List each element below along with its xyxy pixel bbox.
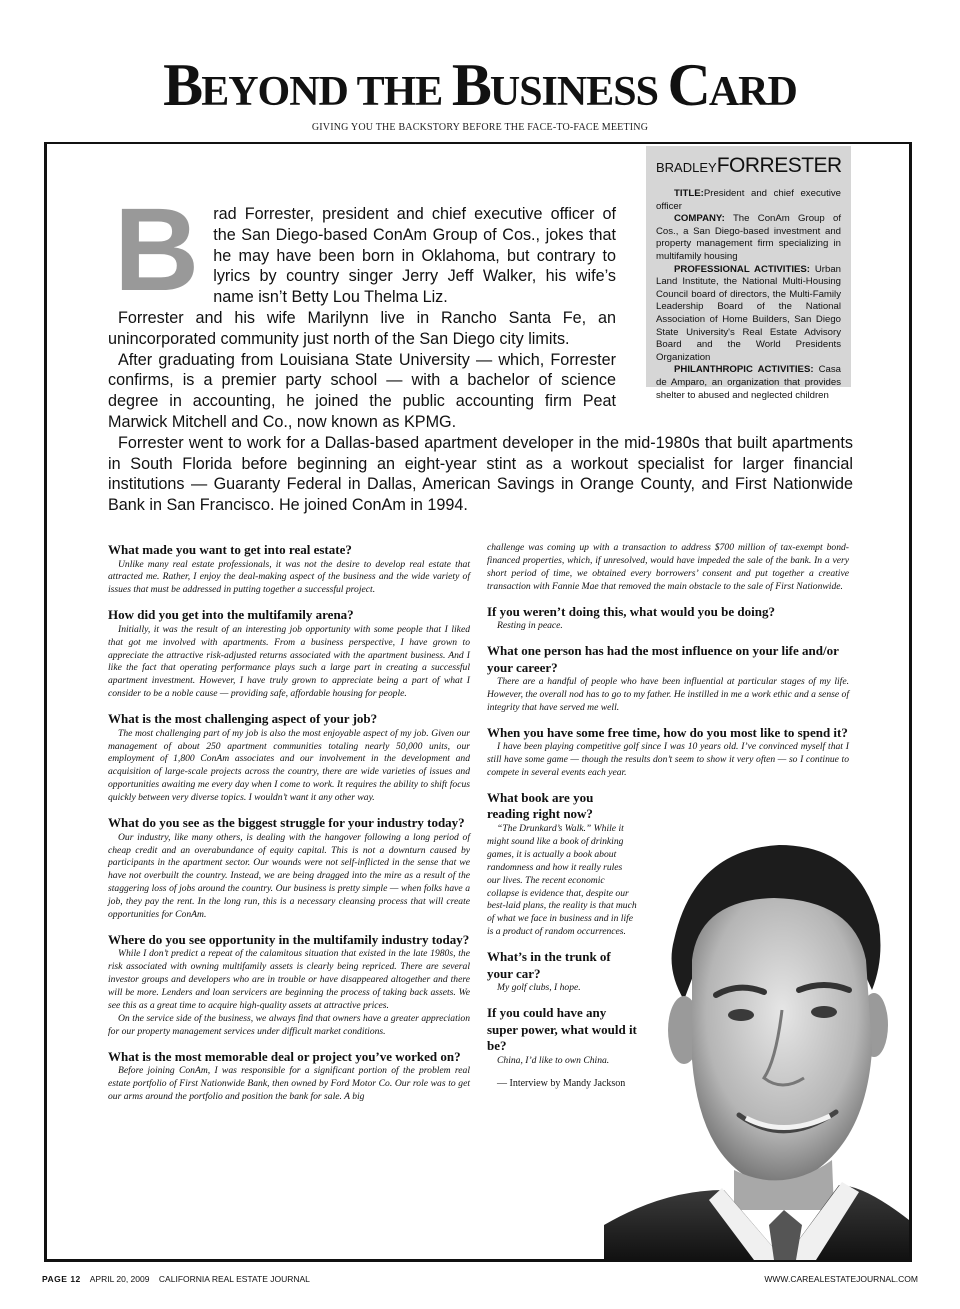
answer: There are a handful of people who have been influential at particular stages of my life. However, the overall nod has to go to my father. He instilled in me a work ethic and a sense of integrity that have served me well. xyxy=(487,676,849,713)
masthead-letter: B xyxy=(451,52,490,118)
intro-paragraph-2: Forrester and his wife Marilynn live in Rancho Santa Fe, an unincorporated community just north of the San Diego city limits. xyxy=(108,308,616,348)
answer: Before joining ConAm, I was responsible for a significant portion of the problem real estate portfolio of First Nationwide Bank, then owned by Ford Motor Co. Our role was to get our arms around the portfolio and position the bank for sale. A big xyxy=(108,1065,470,1103)
question: What do you see as the biggest struggle for your industry today? xyxy=(108,815,465,831)
masthead-word: USINESS xyxy=(489,69,668,115)
profile-first-name: BRADLEY xyxy=(656,160,717,175)
question: Where do you see opportunity in the multifamily industry today? xyxy=(108,931,470,947)
issue-date: APRIL 20, 2009 xyxy=(89,1274,150,1284)
portrait-photo xyxy=(604,830,909,1260)
profile-professional-value: Urban Land Institute, the National Multi-Housing Council board of directors, the Multi-Family Leadership Board of the National Association of Home Builders, San Diego State University's Real Estate Advisory Board and the World Presidents Organization xyxy=(656,263,842,363)
profile-last-name: FORRESTER xyxy=(716,154,842,177)
answer: “The Drunkard’s Walk.” While it might sound like a book of drinking games, it is actually a book about randomness and how it really rules our lives. The recent economic collapse is evidence that, despite our best-laid plans, the reality is that much of what we face in business and in life is a product of random occurrences. xyxy=(487,822,637,938)
intro-paragraph-4: Forrester went to work for a Dallas-based apartment developer in the mid-1980s that built apartments in South Florida before beginning an eight-year stint as a workout specialist for larger financial institutions — Guaranty Federal in Dallas, American Savings in Orange County, and First Nationwide Bank in San Francisco. He joined ConAm in 1994. xyxy=(108,433,853,515)
intro-paragraph-3: After graduating from Louisiana State University — which, Forrester confirms, is a premier party school — with a bachelor of science degree in accounting, he joined the public accounting firm Peat Marwick Mitchell and Co., now known as KPMG. xyxy=(108,350,616,431)
answer: The most challenging part of my job is also the most enjoyable aspect of my job. Given our management of about 250 apartment communities totaling nearly 50,000 units, our employment of 1,800 ConAm associates and our involvement in the development and acquisition of large-scale projects across the country, there are wide varieties of issues and opportunities awaiting me every day when I come to work. It requires the ability to shift focus quickly between very diverse topics. I wouldn’t want it any other way. xyxy=(108,727,470,804)
page-footer xyxy=(42,1274,918,1284)
masthead-word: ARD xyxy=(708,69,797,115)
masthead-letter: B xyxy=(163,52,202,118)
question: What’s in the trunk of your car? xyxy=(487,949,611,981)
question: What is the most memorable deal or project you’ve worked on? xyxy=(108,1048,461,1064)
question: What made you want to get into real estate? xyxy=(108,542,352,557)
intro-paragraph-1: rad Forrester, president and chief executive officer of the San Diego-based ConAm Group of Cos., jokes that he may have been born in Oklahoma, but contrary to lyrics by country singer Jerry Jeff Walker, his wife’s name isn’t Betty Lou Thelma Liz. xyxy=(213,205,616,307)
profile-company-value: The ConAm Group of Cos., a San Diego-based investment and property management firm specializing in multifamily housing xyxy=(656,213,841,262)
question: When you have some free time, how do you most like to spend it? xyxy=(487,724,848,740)
answer: Our industry, like many others, is dealing with the hangover following a long period of cheap credit and an overabundance of equity capital. This is not a downturn caused by participants in the apartment sector. Our wounds were not self-inflicted in the sense that we have not overbuilt the country. Instead, we are being dragged into the mire as a result of the staggering loss of jobs around the country. Our business is pretty simple — when folks have a job, they pay the rent. In the long run, this is a necessary cleansing process that will create opportunities for ConAm. xyxy=(108,831,470,921)
question: If you could have any super power, what would it be? xyxy=(487,1005,637,1054)
publication-url: WWW.CAREALESTATEJOURNAL.COM xyxy=(764,1274,918,1284)
answer: Unlike many real estate professionals, it was not the desire to develop real estate that attracted me. Rather, I enjoy the deal-making aspect of the business and the wide variety of issues that must be addressed in putting together a successful project. xyxy=(108,558,470,596)
answer: I have been playing competitive golf since I was 10 years old. I’ve convinced myself that I still have some game — though the results don’t seem to show it very often — so I continue to compete in several events each year. xyxy=(487,741,849,779)
profile-title-value: President and chief executive officer xyxy=(656,188,841,212)
answer: My golf clubs, I hope. xyxy=(497,982,581,994)
question: What is the most challenging aspect of your job? xyxy=(108,711,378,727)
answer-continued: On the service side of the business, we always find that owners have a greater appreciation for our property management services under difficult market conditions. xyxy=(108,1012,470,1037)
qa-column-left xyxy=(108,542,470,1114)
answer: Initially, it was the result of an interesting job opportunity with some people that I liked that got me involved with apartments. From a business perspective, I have grown to appreciate the attractive risk-adjusted returns associated with the apartment business. And I like the fact that operating performance plays such a large part in creating a successful apartment investment. However, I have truly grown to appreciate being a part of what I consider to be a noble cause — providing safe, affordable housing for people. xyxy=(108,623,470,700)
profile-philanthropic-label: PHILANTHROPIC ACTIVITIES: xyxy=(674,364,814,376)
answer: China, I’d like to own China. xyxy=(497,1054,610,1066)
question: If you weren’t doing this, what would you be doing? xyxy=(487,603,775,619)
publication-name: CALIFORNIA REAL ESTATE JOURNAL xyxy=(158,1274,310,1284)
answer-continuation: challenge was coming up with a transaction to address $700 million of tax-exempt bond-financed properties, which, if unresolved, would have impeded the sale of the bank. In a very short period of time, we obtained every borrowers’ consent and put together a creative transaction with Fannie Mae that removed the main obstacle to the sale of First Nationwide. xyxy=(487,542,849,592)
question: How did you get into the multifamily arena? xyxy=(108,607,354,623)
profile-title-label: TITLE: xyxy=(674,188,704,199)
profile-philanthropic-value: Casa de Amparo, an organization that provides shelter to abused and neglected children xyxy=(656,364,842,401)
question: What book are you reading right now? xyxy=(487,789,594,822)
masthead-title xyxy=(0,52,960,125)
portrait-illustration xyxy=(604,830,909,1260)
question: What one person has had the most influence on your life and/or your career? xyxy=(487,643,839,675)
masthead-tagline: GIVING YOU THE BACKSTORY BEFORE THE FACE-TO-FACE MEETING xyxy=(311,122,649,133)
page-number: PAGE 12 xyxy=(42,1274,81,1284)
interview-credit: — Interview by Mandy Jackson xyxy=(497,1078,626,1090)
answer: Resting in peace. xyxy=(497,620,563,632)
drop-cap: B xyxy=(114,184,200,316)
profile-company-label: COMPANY: xyxy=(674,213,725,225)
masthead-word: EYOND THE xyxy=(201,69,452,115)
profile-professional-label: PROFESSIONAL ACTIVITIES: xyxy=(674,263,810,275)
answer: While I don’t predict a repeat of the calamitous situation that existed in the late 1980s, the risk associated with owning multifamily assets is clearly being repriced. There are several investor groups and developers who are in trouble or have disappeared altogether and there will be more. Lenders and loan servicers are beginning the process of taking back assets. We see this as a great time to acquire high-quality assets at attractive prices. xyxy=(108,948,470,1012)
masthead-letter: C xyxy=(667,52,709,118)
intro-lead xyxy=(108,184,616,316)
profile-name xyxy=(656,154,841,178)
